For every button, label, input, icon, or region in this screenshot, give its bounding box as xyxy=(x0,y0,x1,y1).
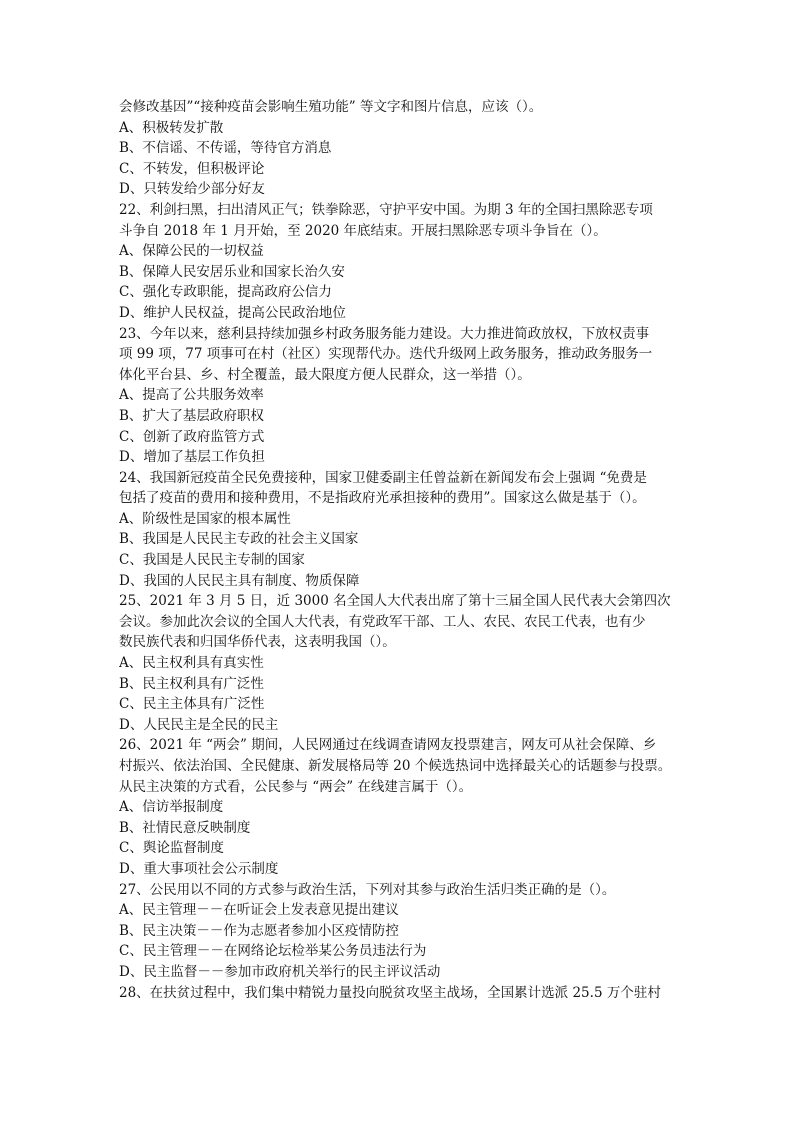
text-line: 24、我国新冠疫苗全民免费接种，国家卫健委副主任曾益新在新闻发布会上强调 “免费是 xyxy=(119,469,647,486)
text-line: 从民主决策的方式看，公民参与 “两会” 在线建言属于（）。 xyxy=(119,778,473,795)
text-line: A、民主管理－－在听证会上发表意见提出建议 xyxy=(119,902,399,919)
text-line: 斗争自 2018 年 1 月开始，至 2020 年底结束。开展扫黑除恶专项斗争旨在（）。 xyxy=(119,222,607,239)
text-line: 27、公民用以不同的方式参与政治生活，下列对其参与政治生活归类正确的是（）。 xyxy=(119,881,616,898)
text-line: C、强化专政职能，提高政府公信力 xyxy=(119,284,332,301)
text-line: D、重大事项社会公示制度 xyxy=(119,860,279,877)
text-line: 26、2021 年 “两会” 期间，人民网通过在线调查请网友投票建言，网友可从社会保障、乡 xyxy=(119,737,657,754)
text-line: C、创新了政府监管方式 xyxy=(119,428,265,445)
text-line: C、不转发，但积极评论 xyxy=(119,160,265,177)
text-line: 体化平台县、乡、村全覆盖，最大限度方便人民群众，这一举措（）。 xyxy=(119,366,531,383)
text-line: 项 99 项，77 项事可在村（社区）实现帮代办。迭代升级网上政务服务，推动政务服务一 xyxy=(119,346,653,363)
text-line: D、只转发给少部分好友 xyxy=(119,181,265,198)
text-line: A、阶级性是国家的根本属性 xyxy=(119,510,291,527)
text-line: D、人民民主是全民的民主 xyxy=(119,716,279,733)
text-line: 会议。参加此次会议的全国人大代表，有党政军干部、工人、农民、农民工代表，也有少 xyxy=(119,613,646,630)
text-line: 28、在扶贫过程中，我们集中精锐力量投向脱贫攻坚主战场，全国累计选派 25.5 万个驻村 xyxy=(119,984,661,1001)
text-line: B、社情民意反映制度 xyxy=(119,819,251,836)
text-line: 包括了疫苗的费用和接种费用，不是指政府光承担接种的费用”。国家这么做是基于（）。 xyxy=(119,490,646,507)
text-line: C、民主管理－－在网络论坛检举某公务员违法行为 xyxy=(119,943,427,960)
text-line: C、我国是人民民主专制的国家 xyxy=(119,552,305,569)
text-line: B、民主决策－－作为志愿者参加小区疫情防控 xyxy=(119,922,399,939)
text-line: D、增加了基层工作负担 xyxy=(119,449,265,466)
text-line: A、积极转发扩散 xyxy=(119,119,224,136)
text-line: B、保障人民安居乐业和国家长治久安 xyxy=(119,263,345,280)
text-line: C、民主主体具有广泛性 xyxy=(119,696,265,713)
text-line: A、民主权利具有真实性 xyxy=(119,655,264,672)
text-line: 25、2021 年 3 月 5 日，近 3000 名全国人大代表出席了第十三届全国人民代表大会第四次 xyxy=(119,593,671,610)
text-line: 会修改基因”“接种疫苗会影响生殖功能” 等文字和图片信息，应该（）。 xyxy=(119,99,543,115)
text-line: A、提高了公共服务效率 xyxy=(119,387,264,404)
text-line: B、扩大了基层政府职权 xyxy=(119,407,264,424)
text-line: A、信访举报制度 xyxy=(119,799,224,816)
text-line: 数民族代表和归国华侨代表，这表明我国（）。 xyxy=(119,634,396,651)
text-line: C、舆论监督制度 xyxy=(119,840,224,857)
text-line: 23、今年以来，慈利县持续加强乡村政务服务能力建设。大力推进简政放权，下放权责事 xyxy=(119,325,650,342)
text-line: D、维护人民权益，提高公民政治地位 xyxy=(119,304,346,321)
text-line: D、民主监督－－参加市政府机关举行的民主评议活动 xyxy=(119,963,441,980)
text-line: B、不信谣、不传谣，等待官方消息 xyxy=(119,140,332,157)
text-line: 22、利剑扫黑，扫出清风正气；铁拳除恶，守护平安中国。为期 3 年的全国扫黑除恶专项 xyxy=(119,201,653,218)
text-line: B、民主权利具有广泛性 xyxy=(119,675,264,692)
text-line: D、我国的人民民主具有制度、物质保障 xyxy=(119,572,360,589)
text-line: A、保障公民的一切权益 xyxy=(119,243,264,260)
text-line: 村振兴、依法治国、全民健康、新发展格局等 20 个候选热词中选择最关心的话题参与投票。 xyxy=(119,758,672,774)
document-body xyxy=(119,97,679,1003)
text-line: B、我国是人民民主专政的社会主义国家 xyxy=(119,531,359,548)
